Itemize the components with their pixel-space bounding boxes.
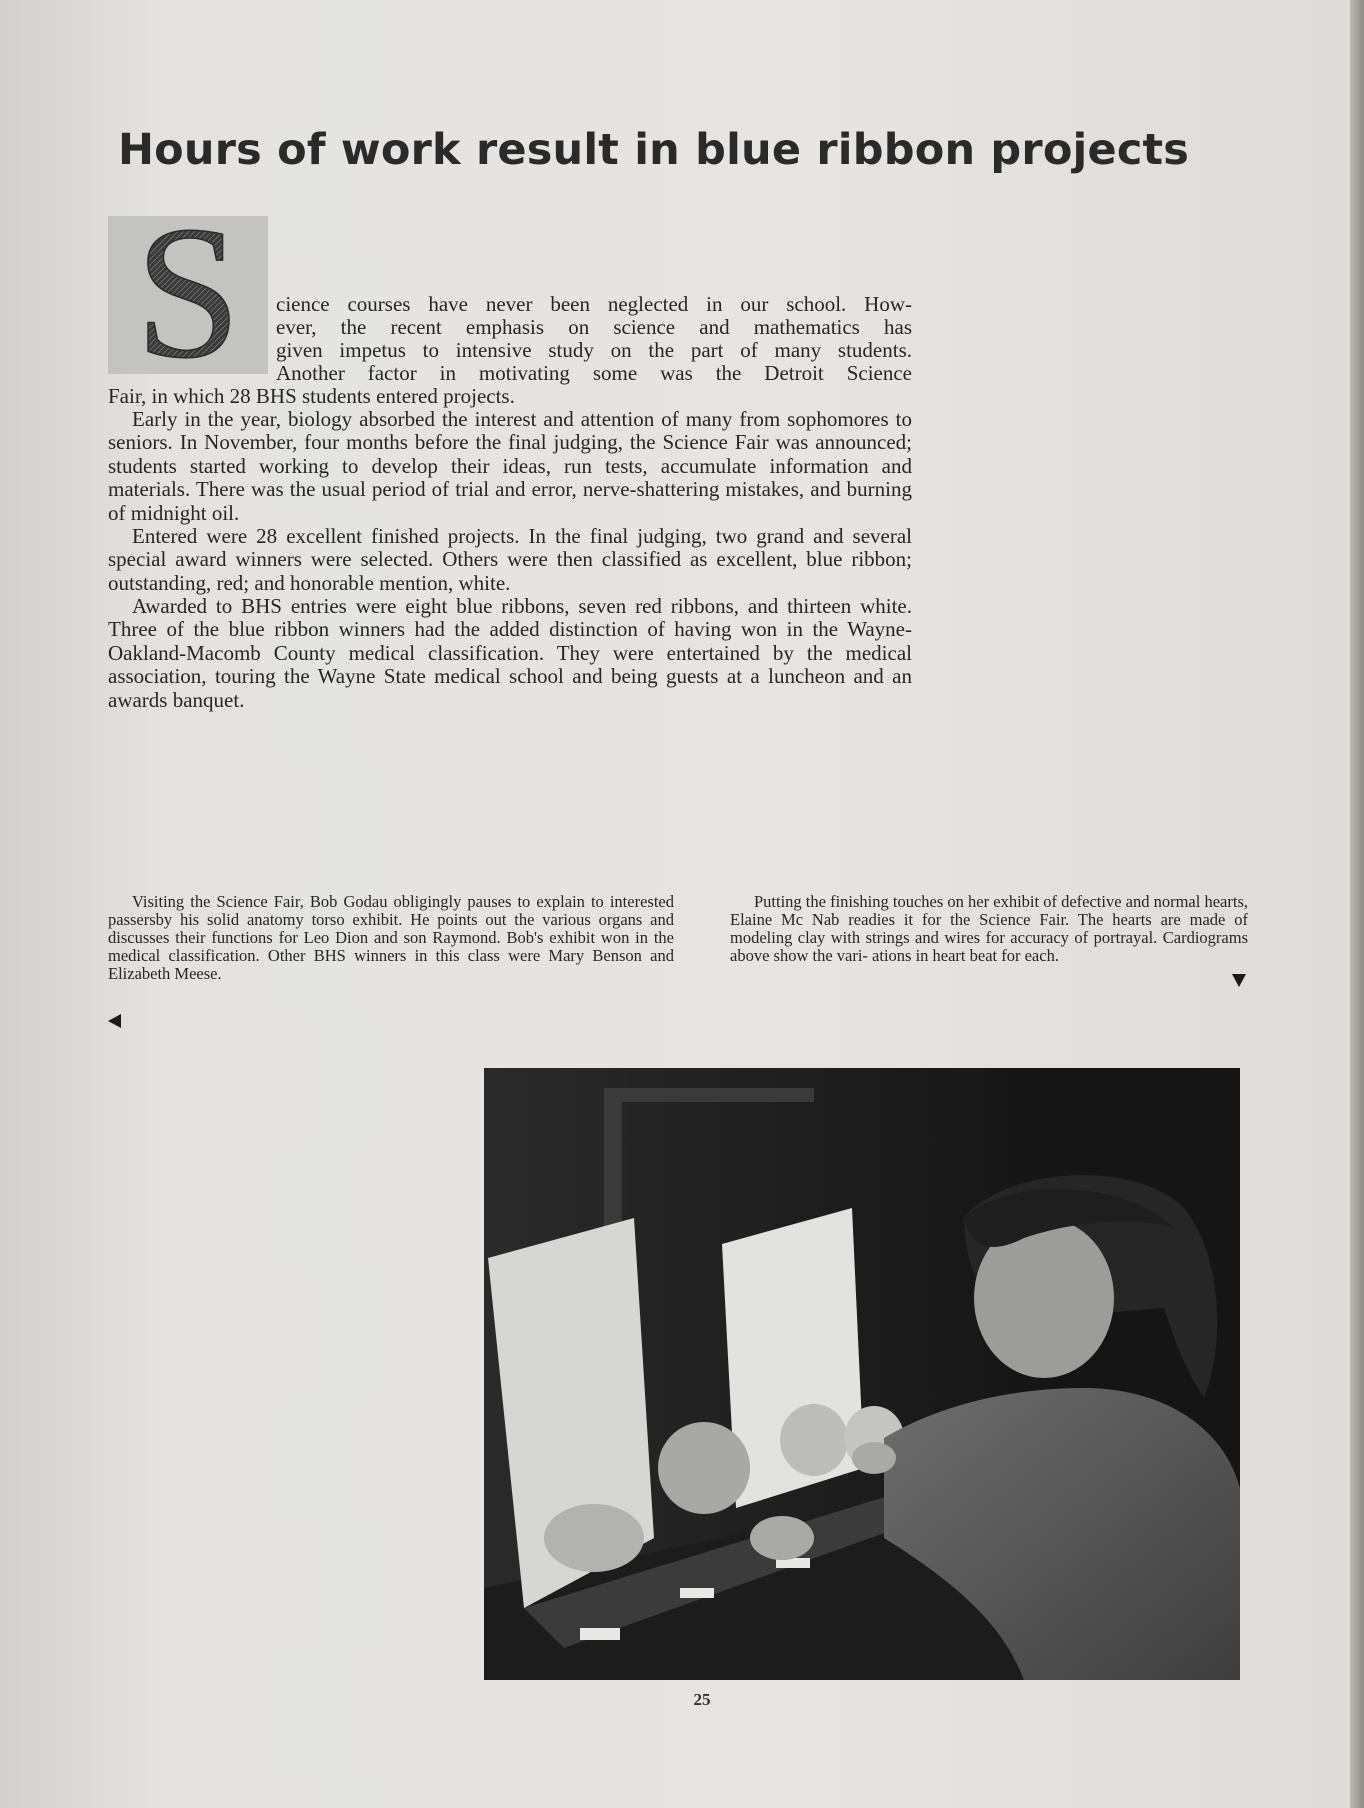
body-paragraph: Awarded to BHS entries were eight blue ribbons, seven red ribbons, and thirteen white. Three of the blue ribbon winners had the added distinction of having won in the Wayne-Oakland-Macomb County medical classification. They were entertained by the medical association, touring the Wayne State medical school and being guests at a luncheon and an awards banquet. <box>108 594 912 712</box>
intro-line: ever, the recent emphasis on science and mathematics has <box>276 315 912 339</box>
intro-line: cience courses have never been neglected in our school. How- <box>276 292 912 316</box>
triangle-left-icon <box>108 1014 121 1028</box>
intro-line: Fair, in which 28 BHS students entered projects. <box>108 384 515 408</box>
right-photo-caption: Putting the finishing touches on her exhibit of defective and normal hearts, Elaine Mc Nab readies it for the Science Fair. The hearts are made of modeling clay with strings and wires for accuracy of portrayal. Cardiograms above show the vari- ations in heart beat for each. <box>730 892 1248 965</box>
body-paragraph: Early in the year, biology absorbed the interest and attention of many from sophomores to seniors. In November, four months before the final judging, the Science Fair was announced; students started working to develop their ideas, run tests, accumulate information and materials. There was the usual period of trial and error, nerve-shattering mistakes, and burning of midnight oil. <box>108 407 912 525</box>
triangle-down-icon <box>1232 974 1246 987</box>
page-number: 25 <box>693 1690 711 1709</box>
drop-cap <box>108 216 268 374</box>
page-edge <box>1350 0 1364 1808</box>
intro-line: Another factor in motivating some was the Detroit Science <box>276 361 912 385</box>
body-paragraph: Entered were 28 excellent finished projects. In the final judging, two grand and several special award winners were selected. Others were then classified as excellent, blue ribbon; outstanding, red; and honorable mention, white. <box>108 524 912 595</box>
left-photo-caption: Visiting the Science Fair, Bob Godau obligingly pauses to explain to interested passersby his solid anatomy torso exhibit. He points out the various organs and discusses their functions for Leo Dion and son Raymond. Bob's exhibit won in the medical classification. Other BHS winners in this class were Mary Benson and Elizabeth Meese. <box>108 892 674 983</box>
drop-cap-letter: S <box>135 216 241 374</box>
page-title: Hours of work result in blue ribbon projects <box>118 125 1190 175</box>
intro-line: given impetus to intensive study on the part of many students. <box>276 338 912 362</box>
science-fair-photo <box>484 1068 1240 1680</box>
